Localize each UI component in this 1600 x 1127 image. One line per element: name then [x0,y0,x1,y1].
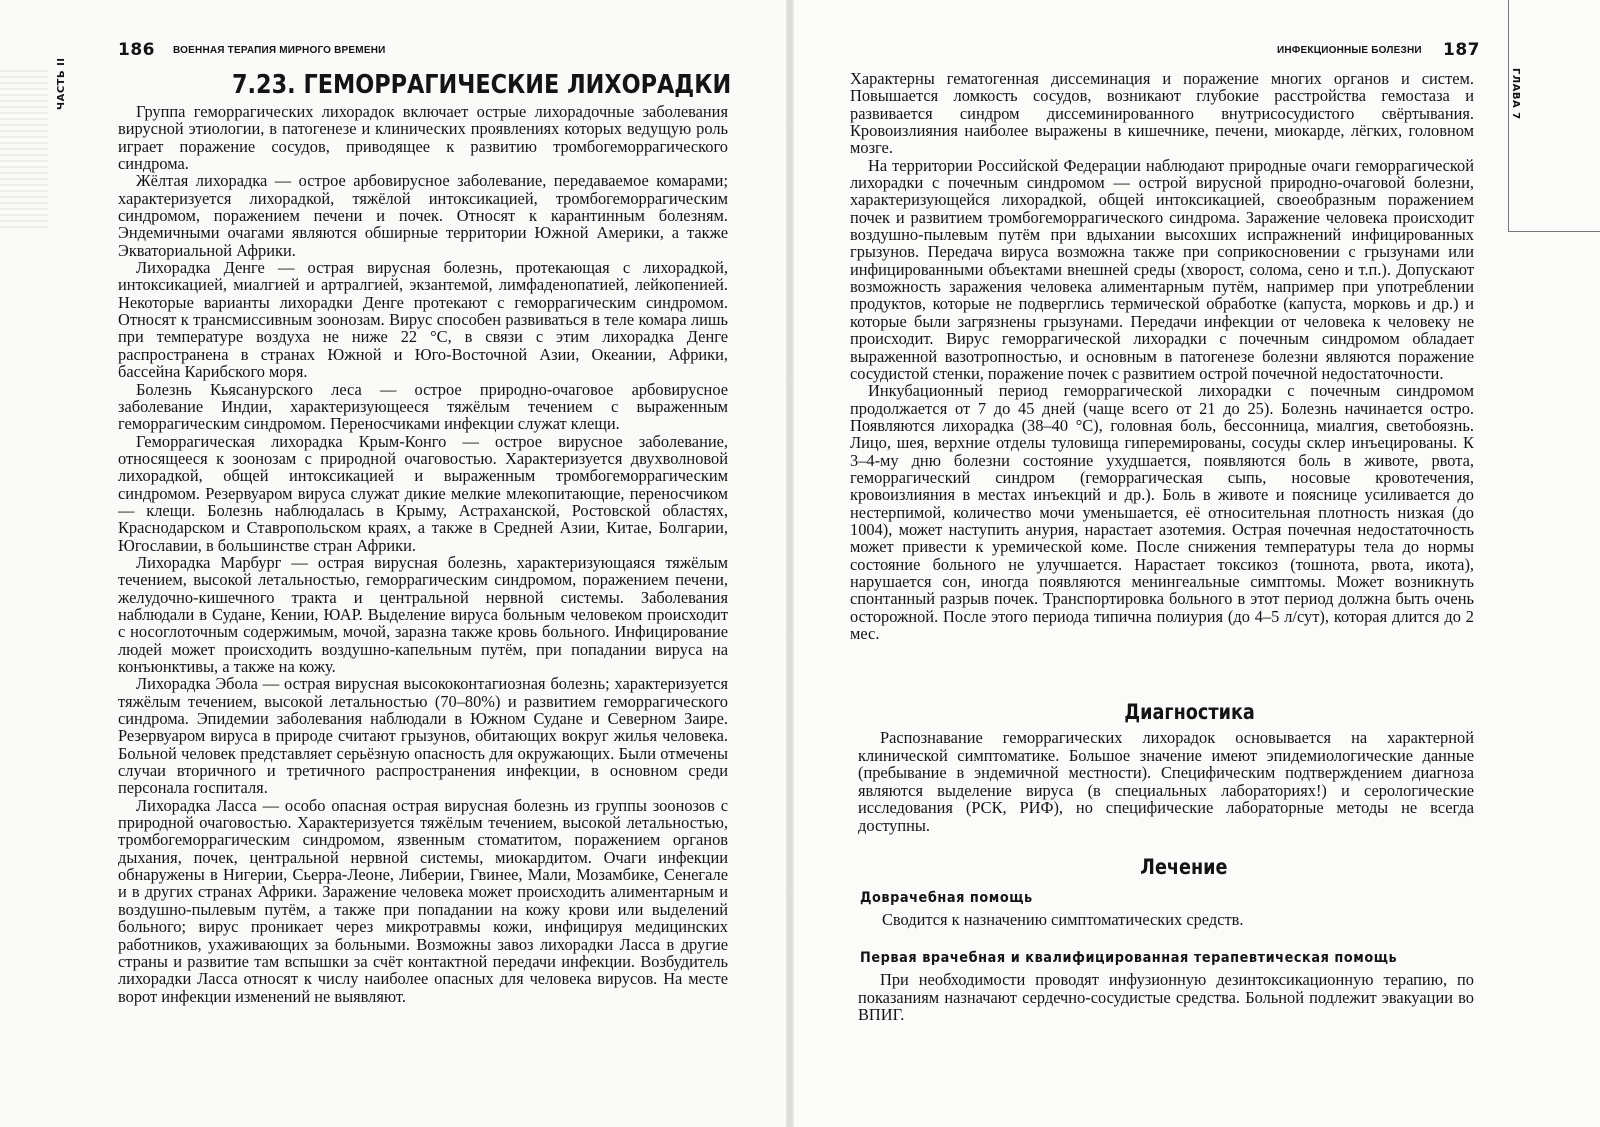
edge-rule [1508,231,1600,232]
margin-smudge [0,70,48,230]
edge-rule [1508,0,1509,232]
left-paragraph: Лихорадка Денге — острая вирусная болезнь, протекающая с лихорадкой, интоксикацией, миалгией и артралгией, экзантемой, лимфаденопатией, лейкопенией. Некоторые варианты лихорадки Денге протекают с геморрагическим синдромом. Относят к трансмиссивным зоонозам. Вирус способен развиваться в теле комара лишь при температуре воздуха не ниже 22 °С, в связи с этим лихорадка Денге распространена в странах Южной и Юго-Восточной Азии, Океании, Африки, бассейна Карибского моря. [118,258,728,382]
left-paragraph: Лихорадка Эбола — острая вирусная высококонтагиозная болезнь; характеризуется тяжёлым течением, высокой летальностью (70–80%) и развитием геморрагического синдрома. Эпидемии заболевания наблюдали в Южном Судане и Северном Заире. Резервуаром вируса в природе считают грызунов, обитающих вокруг жилья человека. Больной человек представляет серьёзную опасность для окружающих. Были отмечены случаи вторичного и третичного распространения инфекции, в основном среди персонала госпиталя. [118,674,728,798]
left-paragraph: Жёлтая лихорадка — острое арбовирусное заболевание, передаваемое комарами; характеризуется лихорадкой, тяжёлой интоксикацией, тромбогеморрагическим синдромом, поражением печени и почек. Относят к карантинным болезням. Эндемичными очагами являются обширные территории Южной Америки, а также Экваториальной Африки. [118,171,728,260]
right-paragraph: На территории Российской Федерации наблюдают природные очаги геморрагической лихорадки с почечным синдромом — острой вирусной природно-очаговой болезни, характеризующейся лихорадкой, общей интоксикацией, своеобразным поражением почек и развитием тромбогеморрагического синдрома. Заражение человека происходит воздушно-пылевым путём при вдыхании высохших испражнений инфицированных грызунов. Передача вируса возможна также при соприкосновении с грызунами или инфицированными объектами внешней среды (хворост, солома, сено и т.п.). Допускают возможность заражения человека алиментарным путём, например при употреблении продуктов, которые не подверглись термической обработке (капуста, морковь и др.) и которые были загрязнены грызунами. Передачи инфекции от человека к человеку не происходит. Вирус геморрагической лихорадки с почечным синдромом обладает выраженной вазотропностью, и основным в патогенезе болезни являются поражение сосудистой стенки, поражение почек с развитием острой почечной недостаточности. [850,155,1474,383]
right-side-tab: ГЛАВА 7 [1510,68,1521,120]
first-aid-text: При необходимости проводят инфузионную дезинтоксикационную терапию, по показаниям назначают сердечно-сосудистые средства. Больной подлежит эвакуации во ВПИГ. [858,970,1474,1025]
prehospital-aid-text: Сводится к назначению симптоматических средств. [882,910,1244,929]
left-paragraph: Группа геморрагических лихорадок включает острые лихорадочные заболевания вирусной этиологии, в патогенезе и клинических проявлениях которых ведущую роль играет поражение сосудов, приводящее к развитию тромбогеморрагического синдрома. [118,102,728,174]
left-running-title: ВОЕННАЯ ТЕРАПИЯ МИРНОГО ВРЕМЕНИ [173,45,386,56]
right-running-title: ИНФЕКЦИОННЫЕ БОЛЕЗНИ [1277,45,1422,56]
right-page-number: 187 [1443,40,1480,60]
left-page-number: 186 [118,40,155,60]
right-paragraph: Инкубационный период геморрагической лихорадки с почечным синдромом продолжается от 7 до 45 дней (чаще всего от 21 до 25). Болезнь начинается остро. Появляются лихорадка (38–40 °С), головная боль, бессонница, миалгия, светобоязнь. Лицо, шея, верхние отделы туловища гиперемированы, сосуды склер инъецированы. К 3–4-му дню болезни состояние ухудшается, появляются боль в животе, рвота, геморрагический синдром (геморрагическая сыпь, носовые кровотечения, кровоизлияния в местах инъекций и др.). Боль в животе и пояснице усиливается до нестерпимой, количество мочи уменьшается, её относительная плотность низкая (до 1004), может наступить анурия, нарастает азотемия. Острая почечная недостаточность может привести к уремической коме. После снижения температуры тела до нормы состояние больного не улучшается. Нарастает токсикоз (тошнота, рвота, икота), нарушается сон, иногда появляются менингеальные симптомы. Может возникнуть спонтанный разрыв почек. Транспортировка больного в этот период должна быть очень осторожной. После этого периода типична полиурия (до 4–5 л/сут), которая длится до 2 мес. [850,381,1474,643]
left-paragraph: Болезнь Кьясанурского леса — острое природно-очаговое арбовирусное заболевание Индии, характеризующееся тяжёлым течением с выраженным геморрагическим синдромом. Переносчиками инфекции служат клещи. [118,379,728,434]
diagnostics-block [858,729,1474,835]
left-paragraph: Лихорадка Ласса — особо опасная острая вирусная болезнь из группы зоонозов с природной очаговостью. Характеризуется тяжёлым течением, высокой летальностью, тромбогеморрагическим синдромом, язвенным стоматитом, поражением органов дыхания, почек, центральной нервной системы, миокардитом. Очаги инфекции обнаружены в Нигерии, Сьерра-Леоне, Либерии, Гвинее, Мали, Мозамбике, Сенегале и в других странах Африки. Заражение человека может происходить алиментарным и воздушно-пылевым путём, а также при попадании на кожу крови или выделений больного; вирус проникает через микротравмы кожи, инфицируя медицинских работников, ухаживающих за больными. Возможны завоз лихорадки Ласса в другие страны и развитие там вспышки за счёт контактной передачи инфекции. Возбудитель лихорадки Ласса относят к числу наиболее опасных для человека вирусов. На месте ворот инфекции изменений не выявляют. [118,795,728,1006]
first-aid-heading: Первая врачебная и квалифицированная терапевтическая помощь [860,950,1398,966]
left-text-column [118,103,728,1005]
diagnostics-text: Распознавание геморрагических лихорадок основывается на характерной клинической симптоматике. Большое значение имеют эпидемиологические данные (пребывание в эндемичной местности). Специфическим подтверждением диагноза являются выделение вируса (в специальных лабораториях!) и серологические исследования (РСК, РИФ), но специфические лабораторные методы не всегда доступны. [858,728,1474,835]
prehospital-aid-heading: Доврачебная помощь [860,890,1033,906]
left-paragraph: Геморрагическая лихорадка Крым-Конго — острое вирусное заболевание, относящееся к зоонозам с природной очаговостью. Характеризуется двухволновой лихорадкой, общей интоксикацией и выраженным тромбогеморрагическим синдромом. Резервуаром вируса служат дикие мелкие млекопитающие, переносчиком — клещи. Болезнь наблюдалась в Крыму, Астраханской, Ростовской областях, Краснодарском и Ставропольском краях, а также в Средней Азии, Китае, Болгарии, Югославии, в большинстве стран Африки. [118,431,728,555]
diagnostics-heading: Диагностика [1124,700,1255,724]
first-aid-block [858,971,1474,1024]
treatment-heading: Лечение [1140,855,1228,879]
right-text-column [850,70,1474,642]
book-gutter [786,0,794,1127]
right-paragraph: Характерны гематогенная диссеминация и поражение многих органов и систем. Повышается ломкость сосудов, возникают глубокие расстройства гемостаза и развивается синдром диссеминированного внутрисосудистого свёртывания. Кровоизлияния наиболее выражены в кишечнике, печени, миокарде, лёгких, головном мозге. [850,69,1474,158]
prehospital-aid-block [882,911,1474,929]
section-title: 7.23. ГЕМОРРАГИЧЕСКИЕ ЛИХОРАДКИ [232,70,732,100]
left-side-tab: ЧАСТЬ II [56,57,67,110]
left-paragraph: Лихорадка Марбург — острая вирусная болезнь, характеризующаяся тяжёлым течением, высокой летальностью, геморрагическим синдромом, поражением печени, желудочно-кишечного тракта и центральной нервной системы. Заболевания наблюдали в Судане, Кении, ЮАР. Выделение вируса больным человеком происходит с носоглоточным содержимым, мочой, заразна также кровь больного. Инфицирование людей может происходить воздушно-капельным путём, при попадании вируса на конъюнктивы, а также на кожу. [118,552,728,676]
